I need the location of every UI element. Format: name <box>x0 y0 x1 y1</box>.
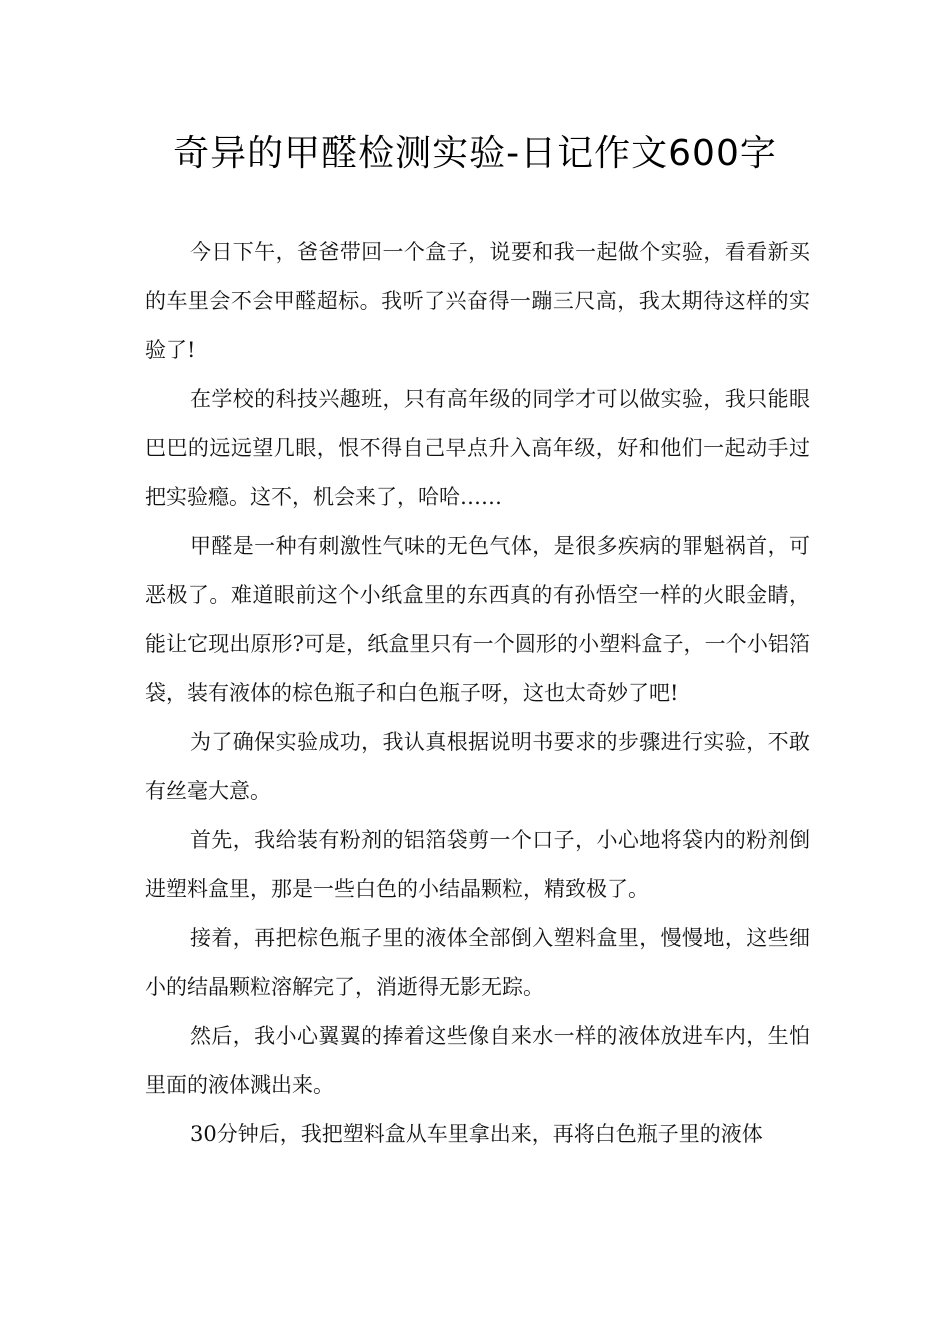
document-body <box>145 228 810 1159</box>
paragraph-8: 30分钟后，我把塑料盒从车里拿出来，再将白色瓶子里的液体 <box>190 1122 763 1146</box>
paragraph-6: 接着，再把棕色瓶子里的液体全部倒入塑料盒里，慢慢地，这些细小的结晶颗粒溶解完了，消逝得无影无踪。 <box>145 926 810 999</box>
paragraph-5: 首先，我给装有粉剂的铝箔袋剪一个口子，小心地将袋内的粉剂倒进塑料盒里，那是一些白色的小结晶颗粒，精致极了。 <box>145 828 810 901</box>
paragraph-2: 在学校的科技兴趣班，只有高年级的同学才可以做实验，我只能眼巴巴的远远望几眼，恨不得自己早点升入高年级，好和他们一起动手过把实验瘾。这不，机会来了，哈哈…… <box>145 387 810 509</box>
paragraph-7: 然后，我小心翼翼的捧着这些像自来水一样的液体放进车内，生怕里面的液体溅出来。 <box>145 1024 810 1097</box>
document-title: 奇异的甲醛检测实验-日记作文600字 <box>173 133 777 174</box>
paragraph-1: 今日下午，爸爸带回一个盒子，说要和我一起做个实验，看看新买的车里会不会甲醛超标。我听了兴奋得一蹦三尺高，我太期待这样的实验了! <box>145 240 810 362</box>
paragraph-3: 甲醛是一种有刺激性气味的无色气体，是很多疾病的罪魁祸首，可恶极了。难道眼前这个小纸盒里的东西真的有孙悟空一样的火眼金睛，能让它现出原形?可是，纸盒里只有一个圆形的小塑料盒子，一个小铝箔袋，装有液体的棕色瓶子和白色瓶子呀，这也太奇妙了吧! <box>145 534 810 705</box>
paragraph-4: 为了确保实验成功，我认真根据说明书要求的步骤进行实验，不敢有丝毫大意。 <box>145 730 810 803</box>
